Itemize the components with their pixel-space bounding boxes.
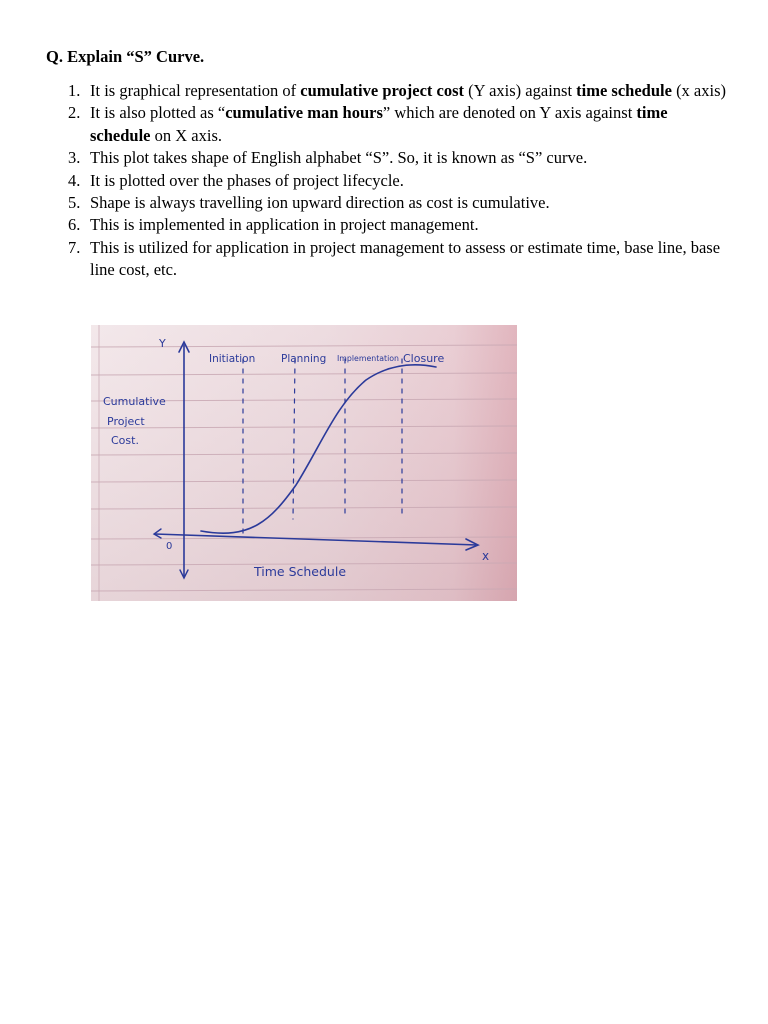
answer-list: [48, 80, 728, 282]
answer-item-bold-text: time schedule: [576, 81, 672, 100]
phase-label-initiation: Initiation: [209, 353, 256, 365]
answer-item-number: 7.: [68, 237, 81, 257]
answer-item-4: [48, 170, 728, 192]
answer-item-bold-text: time schedule: [90, 103, 668, 145]
answer-item-text: This is implemented in application in project management.: [90, 215, 479, 235]
question-heading: [46, 47, 204, 67]
phase-label-planning: Planning: [281, 353, 327, 365]
y-axis-label: Y: [159, 337, 166, 350]
answer-item-5: [48, 192, 728, 214]
answer-item-bold-text: cumulative project cost: [300, 81, 465, 100]
answer-item-text: It is also plotted as “: [90, 103, 226, 123]
answer-item-text: ” which are denoted on Y axis against: [382, 103, 637, 123]
answer-item-text: It is plotted over the phases of project lifecycle.: [90, 170, 404, 190]
phase-label-closure: Closure: [403, 352, 445, 365]
answer-item-text: This plot takes shape of English alphabet “S”. So, it is known as “S” curve.: [90, 148, 588, 168]
answer-item-text: This is utilized for application in project management to assess or estimate time, base line, base line cost, etc.: [90, 237, 721, 280]
answer-item-number: 6.: [68, 215, 81, 235]
answer-item-text: Shape is always travelling ion upward direction as cost is cumulative.: [90, 193, 550, 213]
phase-label-implementation: Implementation: [337, 354, 399, 363]
question-title: Explain “S” Curve.: [67, 47, 205, 66]
s-curve-photo: [91, 325, 517, 601]
answer-item-bold-text: cumulative man hours: [225, 103, 383, 123]
answer-item-text: (x axis): [671, 81, 727, 100]
answer-item-number: 4.: [68, 170, 81, 190]
answer-item-text: on X axis.: [150, 125, 223, 145]
question-prefix: Q.: [46, 47, 63, 66]
answer-item-text: (Y axis) against: [464, 81, 577, 100]
answer-item-number: 1.: [68, 81, 81, 100]
answer-item-3: [48, 147, 728, 169]
answer-item-text: It is graphical representation of: [90, 81, 301, 100]
xlabel: Time Schedule: [254, 564, 347, 579]
answer-item-6: [48, 214, 728, 236]
s-curve-sketch: [91, 325, 517, 601]
ylabel-line-2: Project: [107, 415, 145, 428]
origin-label: 0: [166, 541, 173, 552]
answer-item-number: 5.: [68, 193, 81, 213]
answer-item-number: 3.: [68, 148, 81, 168]
x-axis-label: x: [482, 549, 490, 563]
answer-item-1: [48, 80, 728, 102]
answer-item-2: [48, 102, 728, 147]
answer-item-7: [48, 237, 728, 282]
answer-item-number: 2.: [68, 103, 81, 123]
ylabel-line-1: Cumulative: [103, 395, 166, 408]
ylabel-line-3: Cost.: [111, 434, 139, 447]
paper-shade: [91, 325, 517, 601]
